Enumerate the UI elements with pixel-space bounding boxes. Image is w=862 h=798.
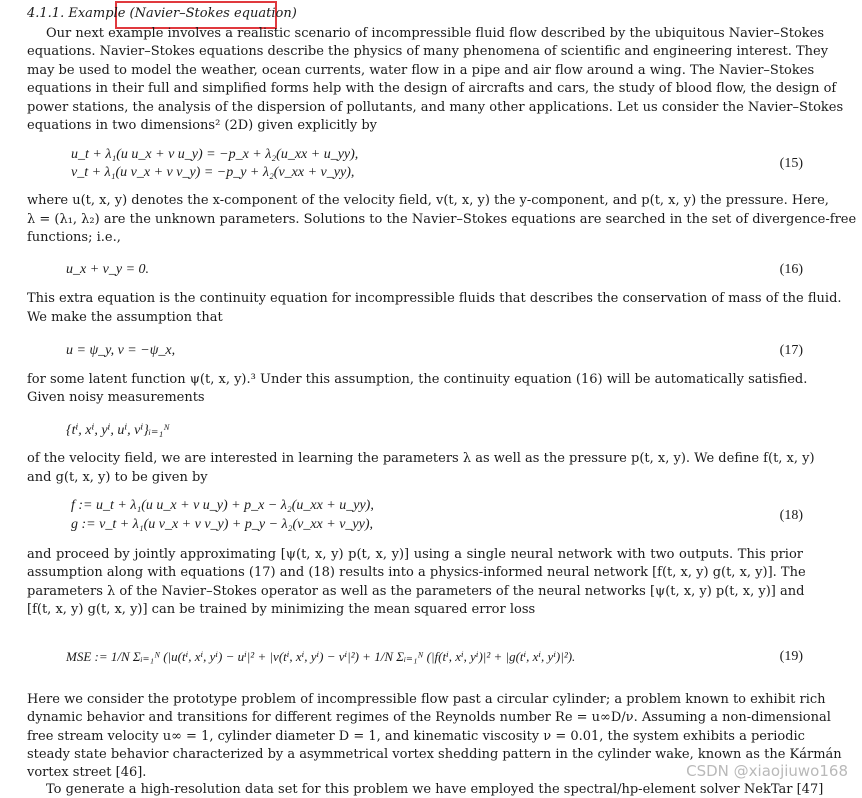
- equation-19-number: (19): [779, 649, 803, 664]
- para7-line1: Here we consider the prototype problem of incompressible flow past a circular cylinder; a problem known to exhibit rich: [27, 692, 826, 707]
- para1-line3: may be used to model the weather, ocean currents, water flow in a pipe and air flow around a wing. The Navier–Stokes: [27, 63, 815, 78]
- equation-15-number: (15): [779, 156, 803, 171]
- para3-line1: This extra equation is the continuity equation for incompressible fluids that describes the conservation of mass of the fluid.: [27, 291, 842, 306]
- equation-15-line1: u_t + λ₁(u u_x + v u_y) = −p_x + λ₂(u_xx + u_yy),: [71, 147, 359, 162]
- equation-18-number: (18): [779, 508, 803, 523]
- measurement-set: {tⁱ, xⁱ, yⁱ, uⁱ, vⁱ}ᵢ₌₁ᴺ: [66, 423, 170, 438]
- para6-line1: and proceed by jointly approximating [ψ(t, x, y) p(t, x, y)] using a single neural network with two outputs. This prior: [27, 547, 803, 562]
- para2-line1: where u(t, x, y) denotes the x-component of the velocity field, v(t, x, y) the y-component, and p(t, x, y) the pressure. Here,: [27, 193, 829, 208]
- para2-line3: functions; i.e.,: [27, 230, 121, 245]
- equation-16-number: (16): [779, 262, 803, 277]
- para7-line2: dynamic behavior and transitions for different regimes of the Reynolds number Re = u∞D/ν. Assuming a non-dimensional: [27, 710, 831, 725]
- para2-line2: λ = (λ₁, λ₂) are the unknown parameters. Solutions to the Navier–Stokes equations are searched in the set of divergence-free: [27, 212, 857, 227]
- equation-18-line2: g := v_t + λ₁(u v_x + v v_y) + p_y − λ₂(v_xx + v_yy),: [71, 517, 374, 532]
- para5-line2: and g(t, x, y) to be given by: [27, 470, 208, 485]
- para6-line3: parameters λ of the Navier–Stokes operator as well as the parameters of the neural networks [ψ(t, x, y) p(t, x, y)] and: [27, 584, 805, 599]
- para5-line1: of the velocity field, we are interested in learning the parameters λ as well as the pressure p(t, x, y). We define f(t, x, y): [27, 451, 815, 466]
- equation-16: u_x + v_y = 0.: [66, 262, 150, 277]
- para1-line1: Our next example involves a realistic scenario of incompressible fluid flow described by the ubiquitous Navier–Stokes: [46, 26, 825, 41]
- para4-line1: for some latent function ψ(t, x, y).³ Under this assumption, the continuity equation (16) will be automatically satisfied.: [27, 372, 808, 387]
- equation-19: MSE := 1/N Σᵢ₌₁ᴺ (|u(tⁱ, xⁱ, yⁱ) − uⁱ|² + |v(tⁱ, xⁱ, yⁱ) − vⁱ|²) + 1/N Σᵢ₌₁ᴺ (|f(tⁱ, xⁱ, yⁱ)|² + |g(tⁱ, xⁱ, yⁱ)|²).: [66, 649, 576, 664]
- para4-line2: Given noisy measurements: [27, 390, 205, 405]
- para6-line4: [f(t, x, y) g(t, x, y)] can be trained by minimizing the mean squared error loss: [27, 602, 536, 617]
- para6-line2: assumption along with equations (17) and (18) results into a physics-informed neural network [f(t, x, y) g(t, x, y)]. The: [27, 565, 806, 580]
- para1-line6: equations in two dimensions² (2D) given explicitly by: [27, 118, 378, 133]
- para1-line4: equations in their full and simplified forms help with the design of aircrafts and cars, the study of blood flow, the design of: [27, 81, 837, 96]
- para8-partial: To generate a high-resolution data set for this problem we have employed the spectral/hp-element solver NekTar [47]: [46, 782, 824, 797]
- csdn-watermark: CSDN @xiaojiuwo168: [686, 762, 848, 780]
- para1-line2: equations. Navier–Stokes equations describe the physics of many phenomena of scientific and engineering interest. They: [27, 44, 829, 59]
- para3-line2: We make the assumption that: [27, 310, 223, 325]
- section-heading: 4.1.1. Example (Navier–Stokes equation): [27, 6, 297, 21]
- para1-line5: power stations, the analysis of the dispersion of pollutants, and many other applications. Let us consider the Navier–Stokes: [27, 100, 844, 115]
- para7-line3: free stream velocity u∞ = 1, cylinder diameter D = 1, and kinematic viscosity ν = 0.01, the system exhibits a periodic: [27, 729, 805, 744]
- para7-line4: steady state behavior characterized by a asymmetrical vortex shedding pattern in the cylinder wake, known as the Kármán: [27, 747, 842, 762]
- equation-18-line1: f := u_t + λ₁(u u_x + v u_y) + p_x − λ₂(u_xx + u_yy),: [71, 498, 374, 513]
- para7-line5: vortex street [46].: [27, 765, 147, 780]
- equation-15-line2: v_t + λ₁(u v_x + v v_y) = −p_y + λ₂(v_xx + v_yy),: [71, 165, 355, 180]
- equation-17: u = ψ_y, v = −ψ_x,: [66, 343, 176, 358]
- equation-17-number: (17): [779, 343, 803, 358]
